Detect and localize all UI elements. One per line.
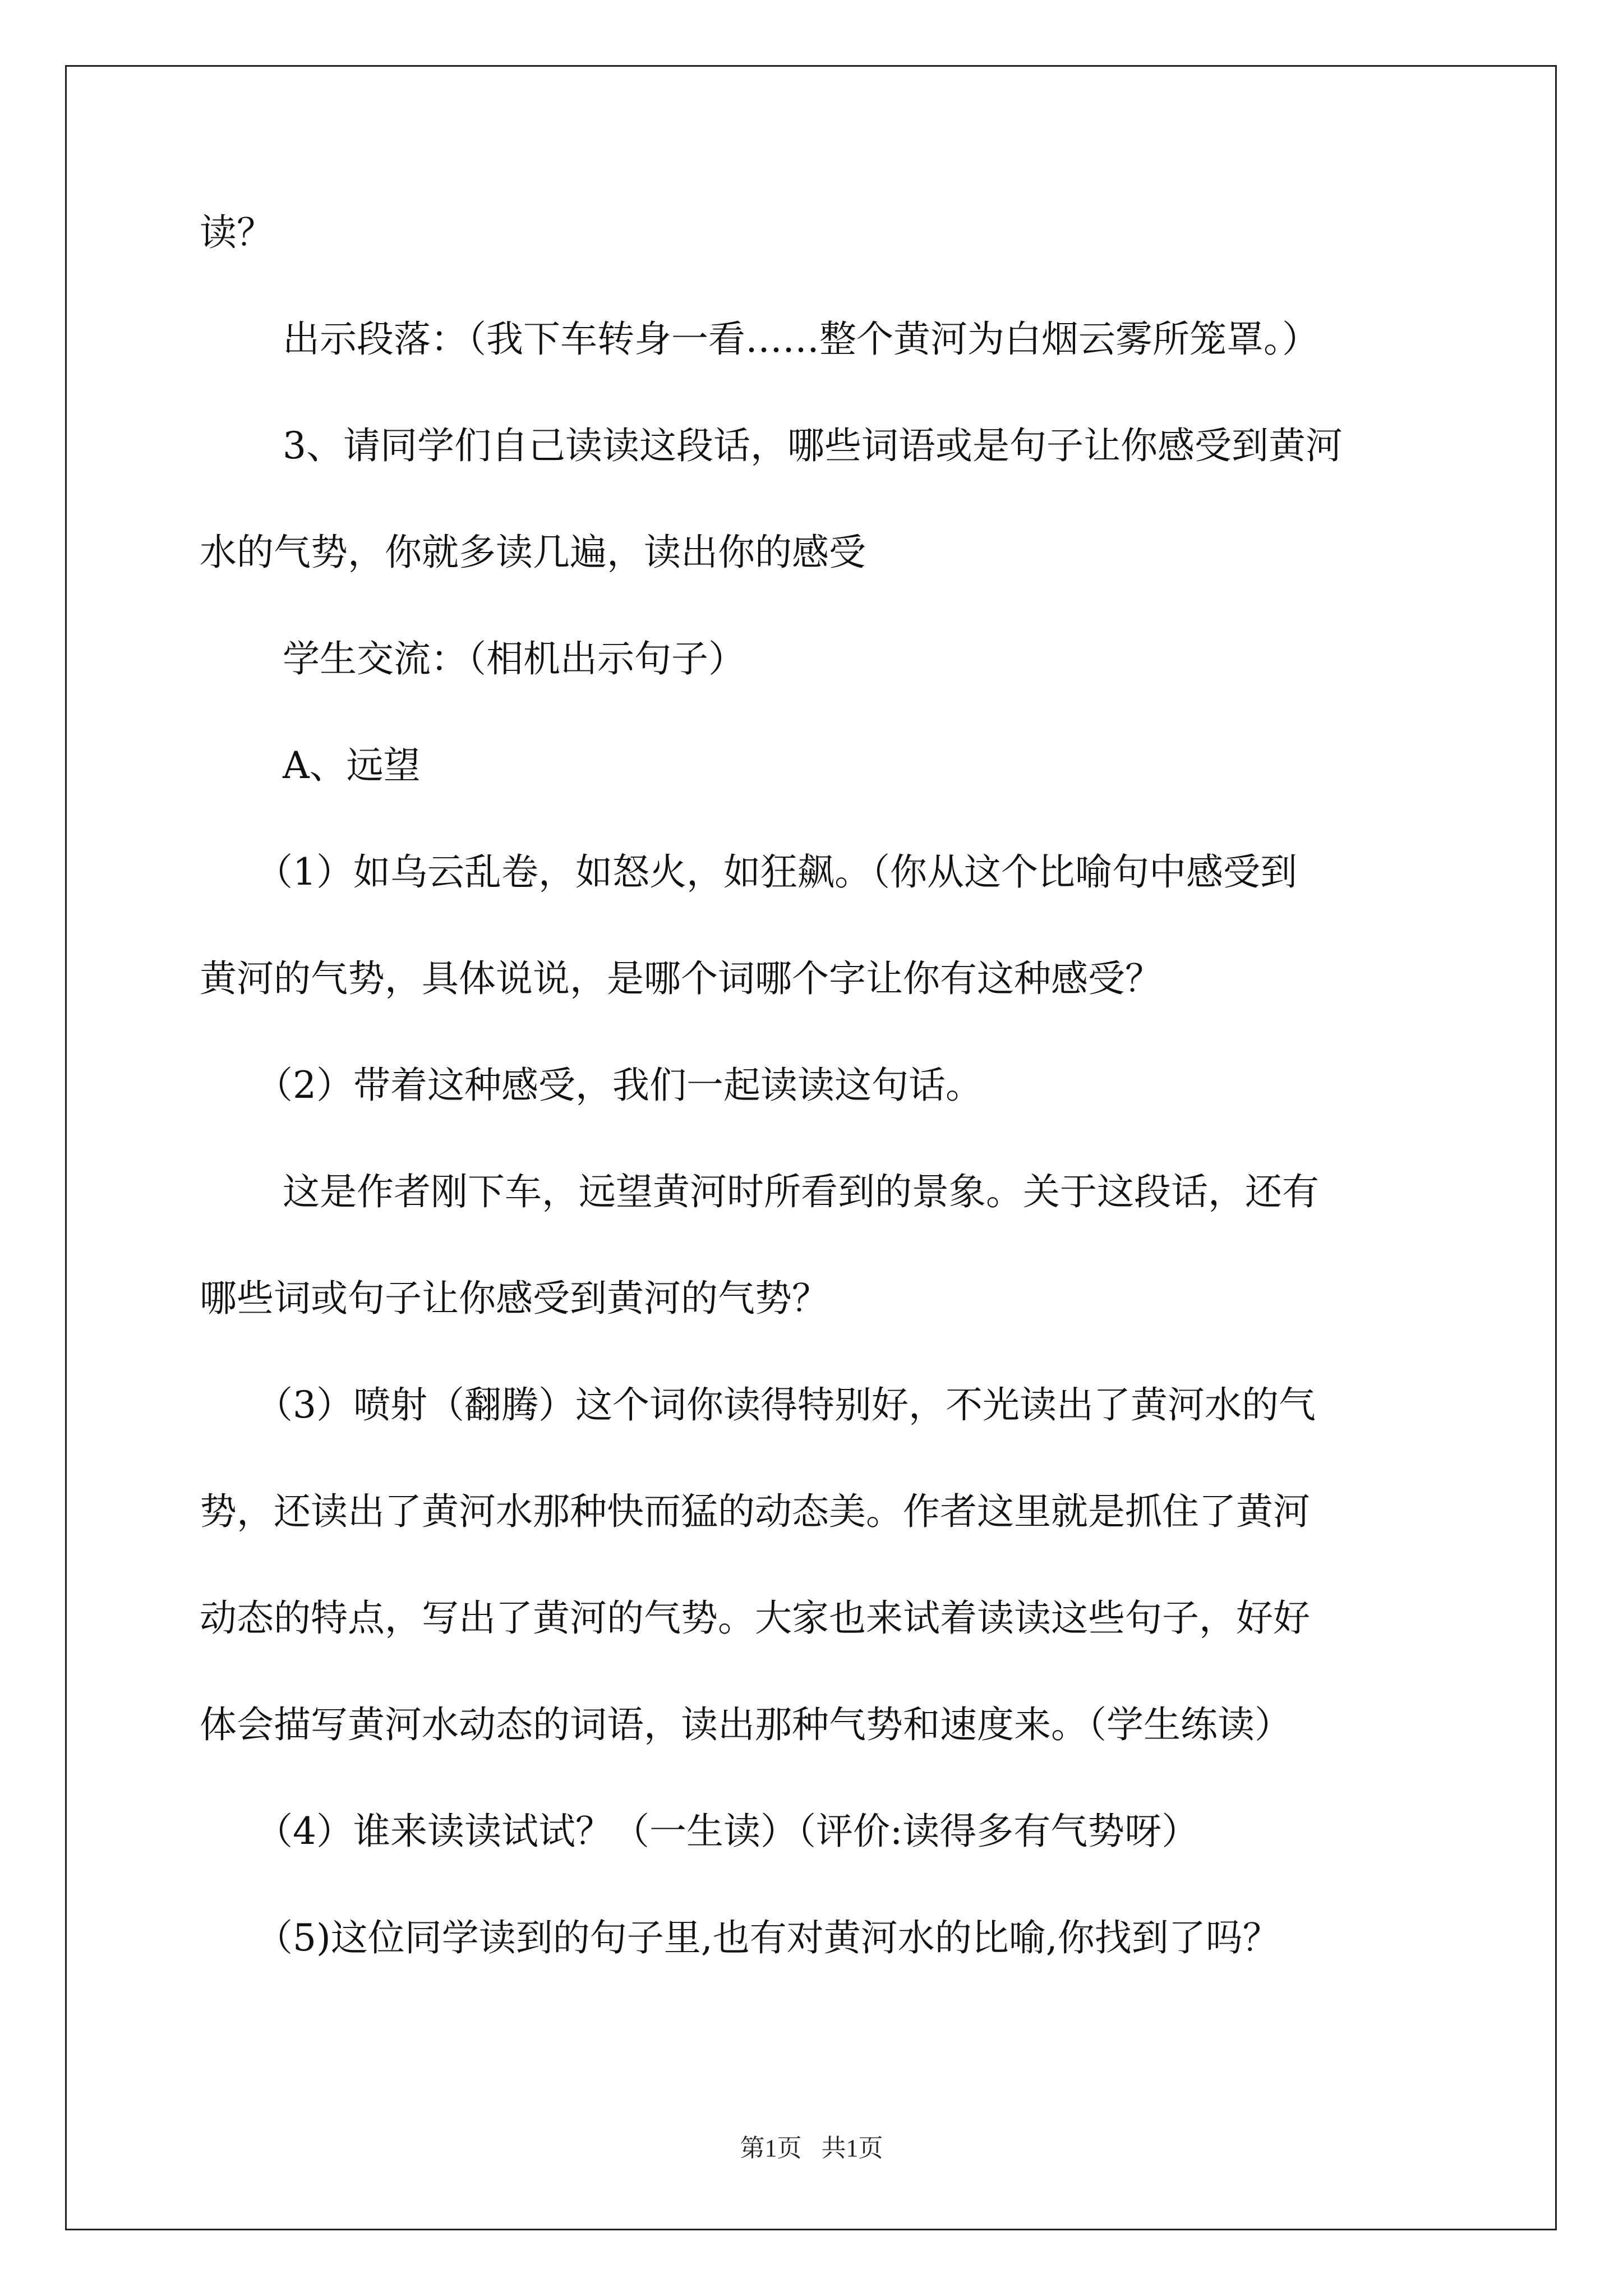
text-line: （5)这位同学读到的句子里,也有对黄河水的比喻,你找到了吗？ <box>256 1916 1280 1959</box>
text-line: 黄河的气势，具体说说，是哪个词哪个字让你有这种感受？ <box>200 957 1162 1000</box>
page-footer <box>0 2132 1623 2165</box>
text-line: 动态的特点，写出了黄河的气势。大家也来试着读读这些句子，好好 <box>200 1596 1310 1640</box>
text-line: （4）谁来读读试试？（一生读）（评价:读得多有气势呀） <box>256 1810 1199 1853</box>
text-line: （2）带着这种感受，我们一起读读这句话。 <box>256 1064 983 1107</box>
page-number: 第1页 <box>740 2134 802 2162</box>
text-line: 读？ <box>200 211 274 254</box>
page-total: 共1页 <box>821 2134 883 2162</box>
text-line: A、远望 <box>283 744 421 787</box>
text-line: 学生交流：（相机出示句子） <box>283 637 745 680</box>
text-line: 出示段落：（我下车转身一看……整个黄河为白烟云雾所笼罩。） <box>283 318 1319 361</box>
text-line: 体会描写黄河水动态的词语，读出那种气势和速度来。（学生练读） <box>200 1703 1292 1746</box>
text-line: （1）如乌云乱卷，如怒火，如狂飙。（你从这个比喻句中感受到 <box>256 850 1297 894</box>
text-line: 3、请同学们自己读读这段话，哪些词语或是句子让你感受到黄河 <box>283 424 1343 467</box>
text-line: 这是作者刚下车，远望黄河时所看到的景象。关于这段话，还有 <box>283 1170 1319 1213</box>
text-line: （3）喷射（翻腾）这个词你读得特别好，不光读出了黄河水的气 <box>256 1383 1316 1427</box>
page-border <box>65 65 1557 2230</box>
text-line: 势，还读出了黄河水那种快而猛的动态美。作者这里就是抓住了黄河 <box>200 1490 1310 1533</box>
text-line: 水的气势，你就多读几遍，读出你的感受 <box>200 531 866 574</box>
text-line: 哪些词或句子让你感受到黄河的气势？ <box>200 1277 829 1320</box>
